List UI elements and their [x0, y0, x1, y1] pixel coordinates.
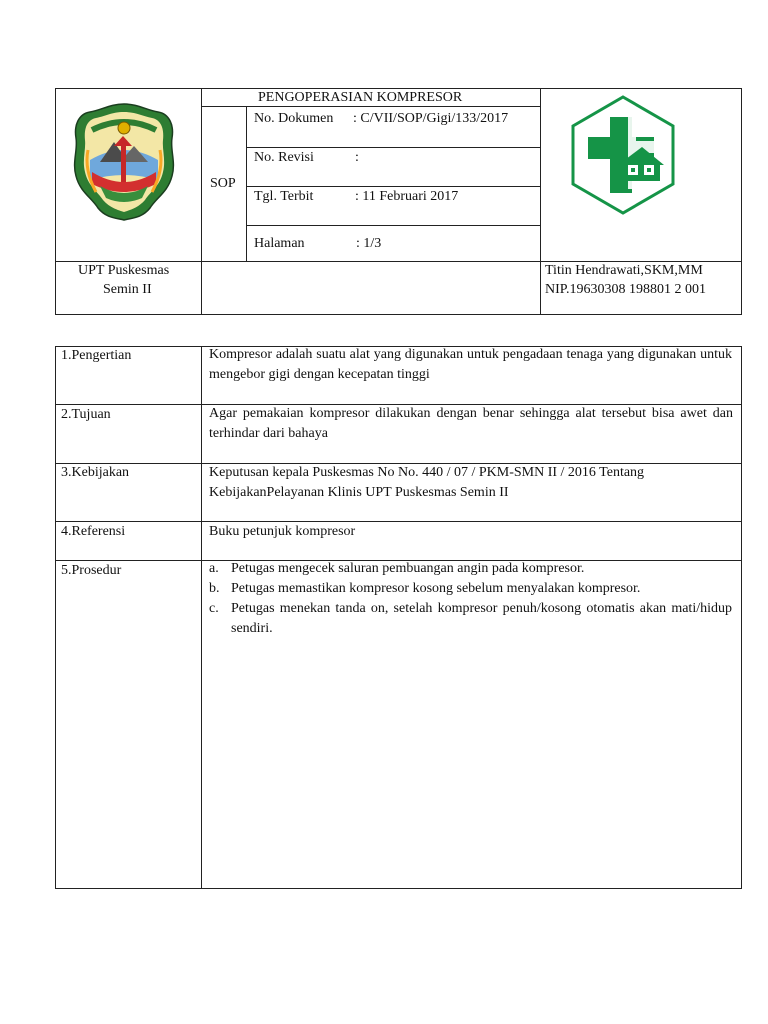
list-marker: b.: [209, 581, 220, 596]
signer-name: Titin Hendrawati,SKM,MM: [545, 263, 703, 278]
field-label-revision: No. Revisi: [254, 150, 314, 165]
section-label-referensi: 4.Referensi: [61, 524, 126, 539]
section-text-tujuan: Agar pemakaian kompresor dilakukan dengan benar sehingga alat tersebut bisa awet dan terhindar dari bahaya: [209, 406, 733, 441]
sop-title: PENGOPERASIAN KOMPRESOR: [258, 90, 463, 105]
section-label-pengertian: 1.Pengertian: [61, 348, 132, 363]
list-item: [209, 599, 732, 639]
sop-label: SOP: [210, 176, 236, 191]
section-text-kebijakan-line2: KebijakanPelayanan Klinis UPT Puskesmas Semin II: [209, 485, 509, 500]
puskesmas-logo: [570, 95, 676, 215]
section-text-kebijakan-line1: Keputusan kepala Puskesmas No No. 440 / 07 / PKM-SMN II / 2016 Tentang: [209, 465, 645, 480]
field-value-page: : 1/3: [356, 236, 382, 251]
section-label-kebijakan: 3.Kebijakan: [61, 465, 130, 480]
list-item-text: Petugas mengecek saluran pembuangan angin pada kompresor.: [231, 561, 585, 576]
section-text-referensi: Buku petunjuk kompresor: [209, 524, 356, 539]
list-marker: c.: [209, 601, 219, 616]
section-text-pengertian: Kompresor adalah suatu alat yang digunakan untuk pengadaan tenaga yang digunakan untuk mengebor gigi dengan kecepatan tinggi: [209, 347, 732, 382]
field-label-issued: Tgl. Terbit: [254, 189, 314, 204]
procedure-list: [209, 559, 732, 639]
field-value-document: : C/VII/SOP/Gigi/133/2017: [353, 111, 509, 126]
list-item: [209, 559, 732, 579]
signer-nip: NIP.19630308 198801 2 001: [545, 282, 707, 297]
section-label-prosedur: 5.Prosedur: [61, 563, 122, 578]
list-marker: a.: [209, 561, 219, 576]
section-label-tujuan: 2.Tujuan: [61, 407, 111, 422]
list-item-text: Petugas memastikan kompresor kosong sebelum menyalakan kompresor.: [231, 581, 641, 596]
org-name-line1: UPT Puskesmas: [78, 263, 170, 278]
field-value-issued: : 11 Februari 2017: [355, 189, 459, 204]
list-item: [209, 579, 732, 599]
field-value-revision: :: [355, 150, 359, 165]
org-name-line2: Semin II: [103, 282, 152, 297]
field-label-page: Halaman: [254, 236, 305, 251]
regency-crest-logo: [70, 100, 178, 222]
field-label-document: No. Dokumen: [254, 111, 334, 126]
list-item-text: Petugas menekan tanda on, setelah kompresor penuh/kosong otomatis akan mati/hidup sendiri.: [231, 601, 732, 636]
